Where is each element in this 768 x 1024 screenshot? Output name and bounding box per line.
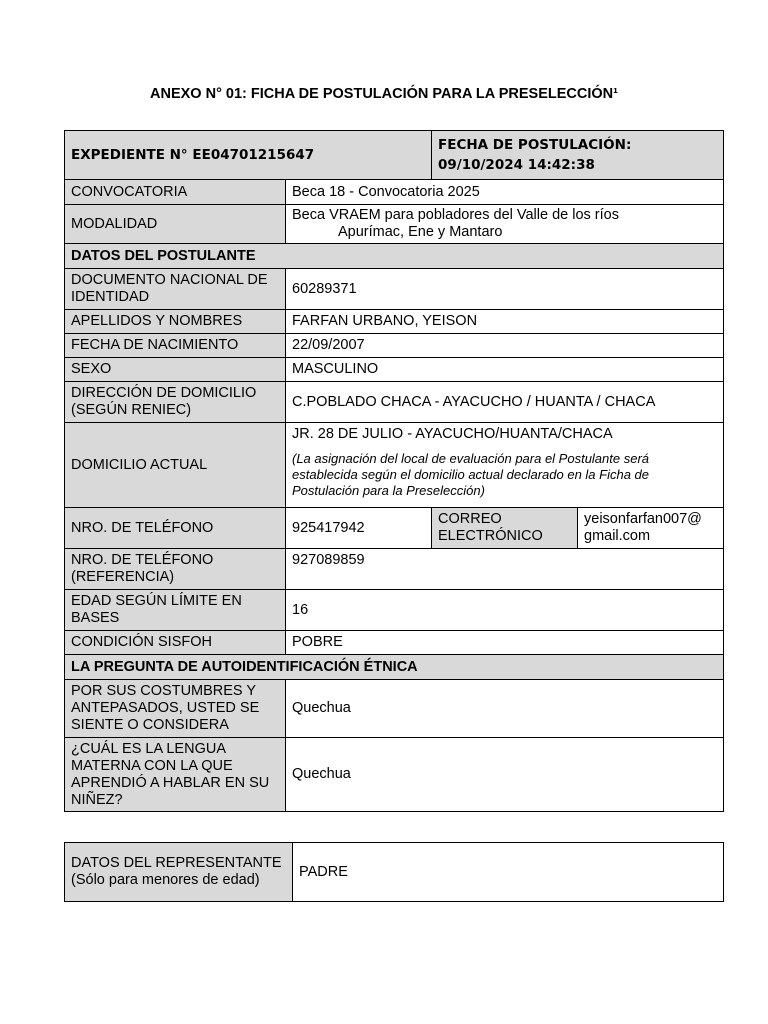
correo-label: CORREO ELECTRÓNICO: [432, 508, 578, 549]
costumbres-value: Quechua: [286, 680, 724, 738]
sisfoh-label: CONDICIÓN SISFOH: [65, 631, 286, 655]
nombres-value: FARFAN URBANO, YEISON: [286, 310, 724, 334]
representante-row: [65, 843, 724, 902]
sisfoh-row: [65, 631, 724, 655]
lengua-label: ¿CUÁL ES LA LENGUA MATERNA CON LA QUE APRENDIÓ A HABLAR EN SU NIÑEZ?: [65, 738, 286, 812]
domicilio-reniec-row: [65, 382, 724, 423]
telefono-ref-row: [65, 549, 724, 590]
sexo-label: SEXO: [65, 358, 286, 382]
section-etnica-heading: LA PREGUNTA DE AUTOIDENTIFICACIÓN ÉTNICA: [65, 655, 724, 680]
correo-value: yeisonfarfan007@ gmail.com: [578, 508, 724, 549]
sexo-row: [65, 358, 724, 382]
representante-label: DATOS DEL REPRESENTANTE (Sólo para menores de edad): [65, 843, 293, 902]
modalidad-row: [65, 205, 724, 244]
representante-table: [64, 842, 724, 902]
edad-row: [65, 590, 724, 631]
nombres-row: [65, 310, 724, 334]
nacimiento-row: [65, 334, 724, 358]
modalidad-label: MODALIDAD: [65, 205, 286, 244]
convocatoria-label: CONVOCATORIA: [65, 180, 286, 205]
edad-label: EDAD SEGÚN LÍMITE EN BASES: [65, 590, 286, 631]
fecha-postulacion-label: FECHA DE POSTULACIÓN:: [438, 137, 632, 153]
modalidad-value-line1: Beca VRAEM para pobladores del Valle de los ríos: [292, 207, 619, 223]
telefono-value: 925417942: [286, 508, 432, 549]
nombres-label: APELLIDOS Y NOMBRES: [65, 310, 286, 334]
domicilio-actual-row: [65, 423, 724, 508]
postulation-form-table: [64, 130, 724, 812]
section-postulante-row: [65, 244, 724, 269]
expediente-cell: [65, 131, 432, 180]
telefono-ref-value: 927089859: [286, 549, 724, 590]
section-etnica-row: [65, 655, 724, 680]
domicilio-reniec-label: DIRECCIÓN DE DOMICILIO (SEGÚN RENIEC): [65, 382, 286, 423]
dni-row: [65, 269, 724, 310]
modalidad-value-line2: Apurímac, Ene y Mantaro: [338, 224, 503, 240]
costumbres-row: [65, 680, 724, 738]
dni-value: 60289371: [286, 269, 724, 310]
sisfoh-value: POBRE: [286, 631, 724, 655]
section-postulante-heading: DATOS DEL POSTULANTE: [65, 244, 724, 269]
domicilio-actual-value: JR. 28 DE JULIO - AYACUCHO/HUANTA/CHACA: [292, 426, 613, 442]
edad-value: 16: [286, 590, 724, 631]
lengua-value: Quechua: [286, 738, 724, 812]
sexo-value: MASCULINO: [286, 358, 724, 382]
fecha-postulacion-value: 09/10/2024 14:42:38: [438, 157, 595, 173]
header-row: [65, 131, 724, 180]
expediente-number: EXPEDIENTE N° EE04701215647: [71, 147, 315, 163]
convocatoria-value: Beca 18 - Convocatoria 2025: [286, 180, 724, 205]
domicilio-actual-note: (La asignación del local de evaluación para el Postulante será establecida según el domicilio actual declarado en la Ficha de Postulación para la Preselección): [292, 451, 650, 498]
representante-value: PADRE: [293, 843, 724, 902]
convocatoria-row: [65, 180, 724, 205]
modalidad-value: [286, 205, 724, 244]
lengua-row: [65, 738, 724, 812]
telefono-label: NRO. DE TELÉFONO: [65, 508, 286, 549]
nacimiento-label: FECHA DE NACIMIENTO: [65, 334, 286, 358]
telefono-row: [65, 508, 724, 549]
document-title: ANEXO N° 01: FICHA DE POSTULACIÓN PARA LA PRESELECCIÓN¹: [150, 86, 618, 102]
domicilio-reniec-value: C.POBLADO CHACA - AYACUCHO / HUANTA / CHACA: [286, 382, 724, 423]
telefono-ref-label: NRO. DE TELÉFONO (REFERENCIA): [65, 549, 286, 590]
nacimiento-value: 22/09/2007: [286, 334, 724, 358]
domicilio-actual-cell: [286, 423, 724, 508]
costumbres-label: POR SUS COSTUMBRES Y ANTEPASADOS, USTED SE SIENTE O CONSIDERA: [65, 680, 286, 738]
dni-label: DOCUMENTO NACIONAL DE IDENTIDAD: [65, 269, 286, 310]
fecha-postulacion-cell: [432, 131, 724, 180]
domicilio-actual-label: DOMICILIO ACTUAL: [65, 423, 286, 508]
